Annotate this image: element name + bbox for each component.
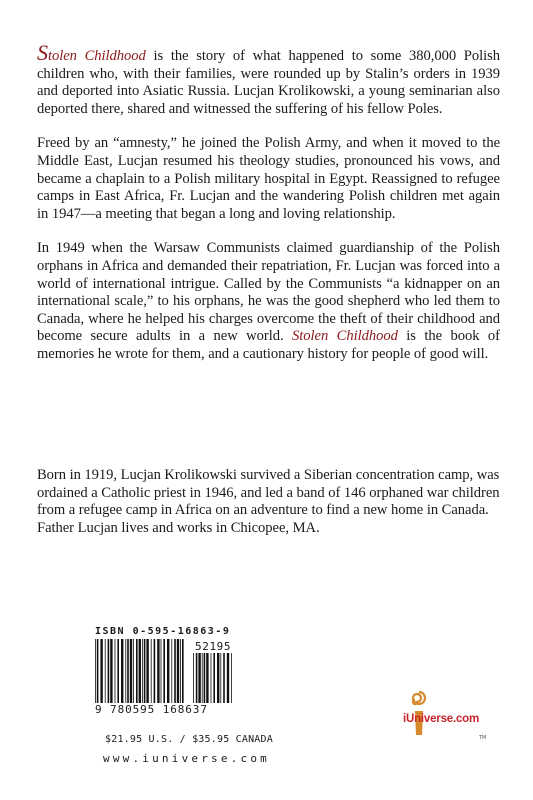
trademark-mark: TM <box>479 735 487 741</box>
ean-barcode-icon <box>95 639 187 703</box>
book-title-inline: Stolen Childhood <box>292 328 398 345</box>
publisher-name: iUniverse.com <box>403 713 480 725</box>
paragraph-intrigue <box>37 240 500 363</box>
paragraph-intrigue-text-after: is the book of memories he wrote for them, and a cautionary history for people of good will. <box>37 328 500 362</box>
price-label: $21.95 U.S. / $35.95 CANADA <box>105 734 273 745</box>
isbn-barcode <box>95 625 275 716</box>
barcode-bars <box>95 639 275 703</box>
publisher-logo <box>395 683 495 743</box>
isbn-label: ISBN 0-595-16863-9 <box>95 626 231 637</box>
website-url: www.iuniverse.com <box>103 752 270 765</box>
paragraph-intrigue-text: In 1949 when the Warsaw Communists claimed guardianship of the Polish orphans in Africa and demanded their repatriation, Fr. Lucjan was forced into a world of international intrigue. Called by the Communists “a kidnapper on an international scale,” to his orphans, he was the good shepherd who led them to Canada, where he helped his charges overcome the theft of their childhood and become secure adults in a new world. <box>37 240 500 345</box>
book-title-inline: tolen Childhood <box>47 48 146 64</box>
drop-cap: S <box>37 40 48 65</box>
author-bio-block <box>37 467 500 554</box>
addon-barcode-icon <box>193 653 235 703</box>
addon-digits: 52195 <box>195 640 232 653</box>
paragraph-army: Freed by an “amnesty,” he joined the Polish Army, and when it moved to the Middle East, Lucjan resumed his theology studies, pronounced his vows, and became a chaplain to a Polish military hospital in Egypt. Reassigned to refugee camps in East Africa, Fr. Lucjan and the wandering Polish children met again in 1947—a meeting that began a long and loving relationship. <box>37 135 500 222</box>
description-block <box>37 40 500 381</box>
paragraph-intro-text: is the story of what happened to some 380,000 Polish children who, with their families, were rounded up by Stalin’s orders in 1939 and deported into Asiatic Russia. Lucjan Krolikowski, a young seminarian also deported there, shared and witnessed the suffering of his fellow Poles. <box>37 48 500 117</box>
ean-digits: 9 780595 168637 <box>95 703 208 716</box>
author-bio: Born in 1919, Lucjan Krolikowski survived a Siberian concentration camp, was ordained a Catholic priest in 1946, and led a band of 146 orphaned war children from a refugee camp in Africa on an adventure to find a new home in Canada. Father Lucjan lives and works in Chicopee, MA. <box>37 467 500 536</box>
paragraph-intro <box>37 40 500 118</box>
